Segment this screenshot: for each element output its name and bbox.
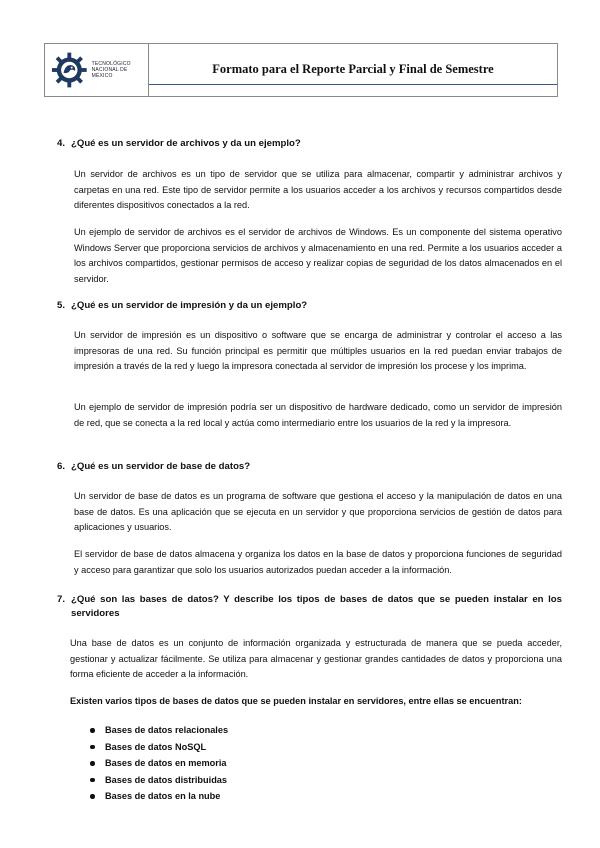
list-item-text: Bases de datos relacionales <box>105 725 229 735</box>
list-item-text: Bases de datos NoSQL <box>105 741 207 752</box>
paragraph: Un ejemplo de servidor de archivos es el servidor de archivos de Windows. Es un componente del sistema operativo Windows Server que proporciona servicios de archivos y almacenamiento en una red. Permite a los usuarios acceder a los archivos compartidos, gestionar permisos de acceso y realizar copias de seguridad de los datos almacenados en el servidor. <box>74 227 562 284</box>
paragraph: Un servidor de archivos es un tipo de servidor que se utiliza para almacenar, compartir y administrar archivos y carpetas en una red. Este tipo de servidor permite a los usuarios acceder a los archivos y recursos compartidos desde diferentes dispositivos conectados a la red. <box>74 169 562 210</box>
bullet-icon <box>90 745 95 750</box>
bullet-icon <box>90 728 95 733</box>
question-text: ¿Qué son las bases de datos? Y describe los tipos de bases de datos que se pueden instalar en los servidores <box>71 594 562 619</box>
question-text: ¿Qué es un servidor de impresión y da un ejemplo? <box>71 300 308 311</box>
logo-line-2: NACIONAL DE MÉXICO <box>91 67 128 79</box>
list-item <box>90 722 228 739</box>
list-item <box>90 788 228 805</box>
paragraph: Un servidor de impresión es un dispositivo o software que se encarga de administrar y controlar el acceso a las impresoras de una red. Su función principal es permitir que múltiples usuarios en la red puedan enviar trabajos de impresión a través de la red y luego la impresora conectada al servidor de impresión los procese y los imprima. <box>74 330 562 371</box>
list-item-text: Bases de datos en la nube <box>105 791 221 802</box>
bullet-icon <box>90 778 95 783</box>
paragraph: Un servidor de base de datos es un programa de software que gestiona el acceso y la manipulación de datos en una base de datos. Es una aplicación que se ejecuta en un servidor y que proporciona servicios de gestión de datos para aplicaciones y usuarios. <box>74 491 562 532</box>
bullet-icon <box>90 794 95 799</box>
list-item <box>90 755 228 772</box>
list-item-text: Bases de datos en memoria <box>105 758 227 769</box>
question-number: 7. <box>57 594 66 605</box>
list-item <box>90 772 228 789</box>
database-types-list <box>90 722 228 805</box>
tecnm-logo-icon <box>50 50 89 90</box>
list-item <box>90 739 228 756</box>
paragraph: El servidor de base de datos almacena y organiza los datos en la base de datos y proporciona funciones de seguridad y acceso para garantizar que solo los usuarios autorizados puedan acceder a la información. <box>74 549 562 575</box>
question-heading <box>57 137 562 151</box>
logo-line-1: TECNOLÓGICO <box>91 61 131 67</box>
document-header <box>44 43 558 97</box>
logo-cell <box>45 44 149 96</box>
paragraph-lead: Existen varios tipos de bases de datos que se pueden instalar en servidores, entre ellas se encuentran: <box>70 696 522 706</box>
question-heading <box>57 593 562 621</box>
question-text: ¿Qué es un servidor de base de datos? <box>71 461 251 472</box>
title-cell <box>149 44 557 96</box>
question-number: 5. <box>57 300 66 311</box>
bullet-icon <box>90 761 95 766</box>
question-heading <box>57 299 562 313</box>
paragraph: Una base de datos es un conjunto de información organizada y estructurada de manera que se pueda acceder, gestionar y actualizar fácilmente. Se utiliza para almacenar y gestionar grandes cantidades de datos y proporciona una forma eficiente de acceder a la información. <box>70 638 562 679</box>
question-text: ¿Qué es un servidor de archivos y da un ejemplo? <box>71 138 301 149</box>
paragraph: Un ejemplo de servidor de impresión podría ser un dispositivo de hardware dedicado, como un servidor de impresión de red, que se conecta a la red local y actúa como intermediario entre los usuarios de la red y la impresora. <box>74 402 562 428</box>
question-number: 4. <box>57 138 66 149</box>
question-number: 6. <box>57 461 66 472</box>
document-title: Formato para el Reporte Parcial y Final de Semestre <box>212 61 494 76</box>
question-heading <box>57 460 562 474</box>
logo-text <box>92 61 148 79</box>
title-underline <box>149 84 557 85</box>
list-item-text: Bases de datos distribuidas <box>105 774 228 785</box>
